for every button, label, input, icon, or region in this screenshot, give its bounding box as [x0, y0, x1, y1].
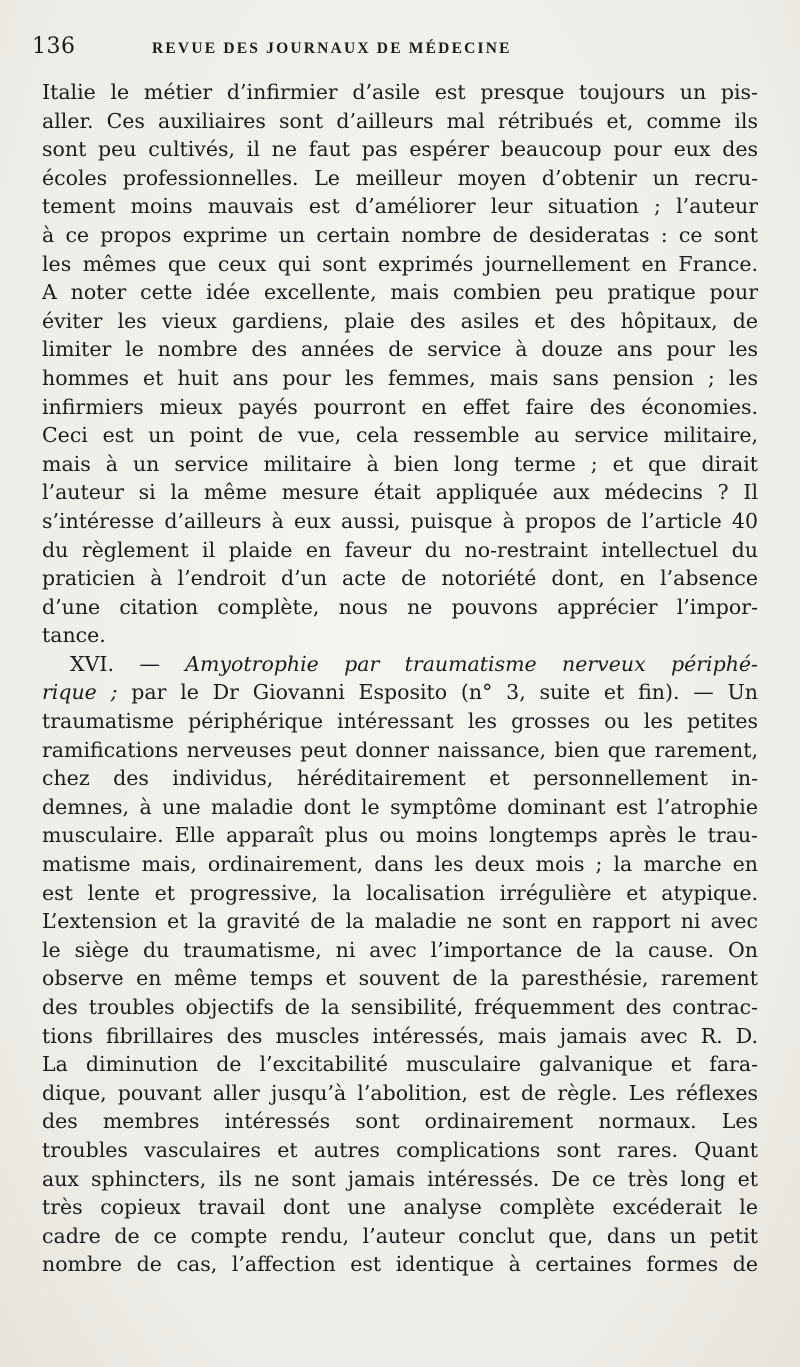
- text-line: est lente et progressive, la localisation irrégulière et atypique.: [42, 880, 758, 905]
- text-line: observe en même temps et souvent de la paresthésie, rarement: [42, 966, 758, 991]
- text-line: Ceci est un point de vue, cela ressemble au service militaire,: [42, 423, 758, 448]
- text-line: du règlement il plaide en faveur du no-restraint intellectuel du: [42, 537, 758, 562]
- text-line: infirmiers mieux payés pourront en effet faire des économies.: [42, 394, 758, 419]
- text-line: troubles vasculaires et autres complications sont rares. Quant: [42, 1137, 758, 1162]
- text-line: Italie le métier d’infirmier d’asile est presque toujours un pis-: [42, 80, 758, 104]
- text-line: éviter les vieux gardiens, plaie des asiles et des hôpitaux, de: [42, 308, 758, 333]
- running-head: REVUE DES JOURNAUX DE MÉDECINE: [152, 40, 512, 57]
- page-number: 136: [32, 34, 76, 59]
- section-title-cont: rique ;: [42, 680, 118, 705]
- text-line: ramifications nerveuses peut donner naissance, bien que rarement,: [42, 737, 758, 762]
- page-header: [32, 34, 758, 78]
- section-heading: [42, 650, 758, 679]
- text-line: praticien à l’endroit d’un acte de notoriété dont, en l’absence: [42, 566, 758, 591]
- text-line: demnes, à une maladie dont le symptôme dominant est l’atrophie: [42, 794, 758, 819]
- text-line: dique, pouvant aller jusqu’à l’abolition, est de règle. Les réflexes: [42, 1080, 758, 1105]
- text-line: tions fibrillaires des muscles intéressés, mais jamais avec R. D.: [42, 1023, 758, 1048]
- text-line: matisme mais, ordinairement, dans les deux mois ; la marche en: [42, 852, 758, 877]
- text-line: des membres intéressés sont ordinairement normaux. Les: [42, 1109, 758, 1134]
- text-line: très copieux travail dont une analyse complète excéderait le: [42, 1195, 758, 1220]
- section-heading-cont: [42, 678, 758, 707]
- text-line: des troubles objectifs de la sensibilité, fréquemment des contrac-: [42, 995, 758, 1019]
- text-line: s’intéresse d’ailleurs à eux aussi, puisque à propos de l’article 40: [42, 508, 758, 533]
- text-line: écoles professionnelles. Le meilleur moyen d’obtenir un recru-: [42, 165, 758, 190]
- text-line: hommes et huit ans pour les femmes, mais sans pension ; les: [42, 365, 758, 390]
- section-number: XVI. —: [70, 651, 160, 676]
- text-line: le siège du traumatisme, ni avec l’importance de la cause. On: [42, 937, 758, 962]
- text-line: A noter cette idée excellente, mais combien peu pratique pour: [42, 280, 758, 305]
- text-line: tance.: [42, 623, 106, 648]
- text-line: L’extension et la gravité de la maladie ne sont en rapport ni avec: [42, 909, 758, 934]
- text-line: traumatisme périphérique intéressant les grosses ou les petites: [42, 709, 758, 734]
- text-line: l’auteur si la même mesure était appliquée aux médecins ? Il: [42, 480, 758, 505]
- text-line: nombre de cas, l’affection est identique à certaines formes de: [42, 1252, 758, 1277]
- text-line: mais à un service militaire à bien long terme ; et que dirait: [42, 451, 758, 476]
- text-line: chez des individus, héréditairement et personnellement in-: [42, 766, 758, 791]
- body-text: [42, 78, 758, 1279]
- section-author: par le Dr Giovanni Esposito (n° 3, suite et fin). — Un: [117, 680, 758, 705]
- text-line: d’une citation complète, nous ne pouvons apprécier l’impor-: [42, 594, 758, 619]
- text-line: limiter le nombre des années de service à douze ans pour les: [42, 337, 758, 362]
- text-line: tement moins mauvais est d’améliorer leur situation ; l’auteur: [42, 194, 758, 219]
- text-line: La diminution de l’excitabilité musculaire galvanique et fara-: [42, 1052, 758, 1077]
- text-line: musculaire. Elle apparaît plus ou moins longtemps après le trau-: [42, 823, 758, 848]
- text-line: les mêmes que ceux qui sont exprimés journellement en France.: [42, 251, 758, 276]
- text-line: cadre de ce compte rendu, l’auteur conclut que, dans un petit: [42, 1223, 758, 1248]
- text-line: à ce propos exprime un certain nombre de desideratas : ce sont: [42, 222, 758, 247]
- section-title: Amyotrophie par traumatisme nerveux périphé-: [185, 651, 758, 676]
- text-line: sont peu cultivés, il ne faut pas espérer beaucoup pour eux des: [42, 137, 758, 162]
- text-line: aux sphincters, ils ne sont jamais intéressés. De ce très long et: [42, 1166, 758, 1191]
- text-line: aller. Ces auxiliaires sont d’ailleurs mal rétribués et, comme ils: [42, 108, 758, 133]
